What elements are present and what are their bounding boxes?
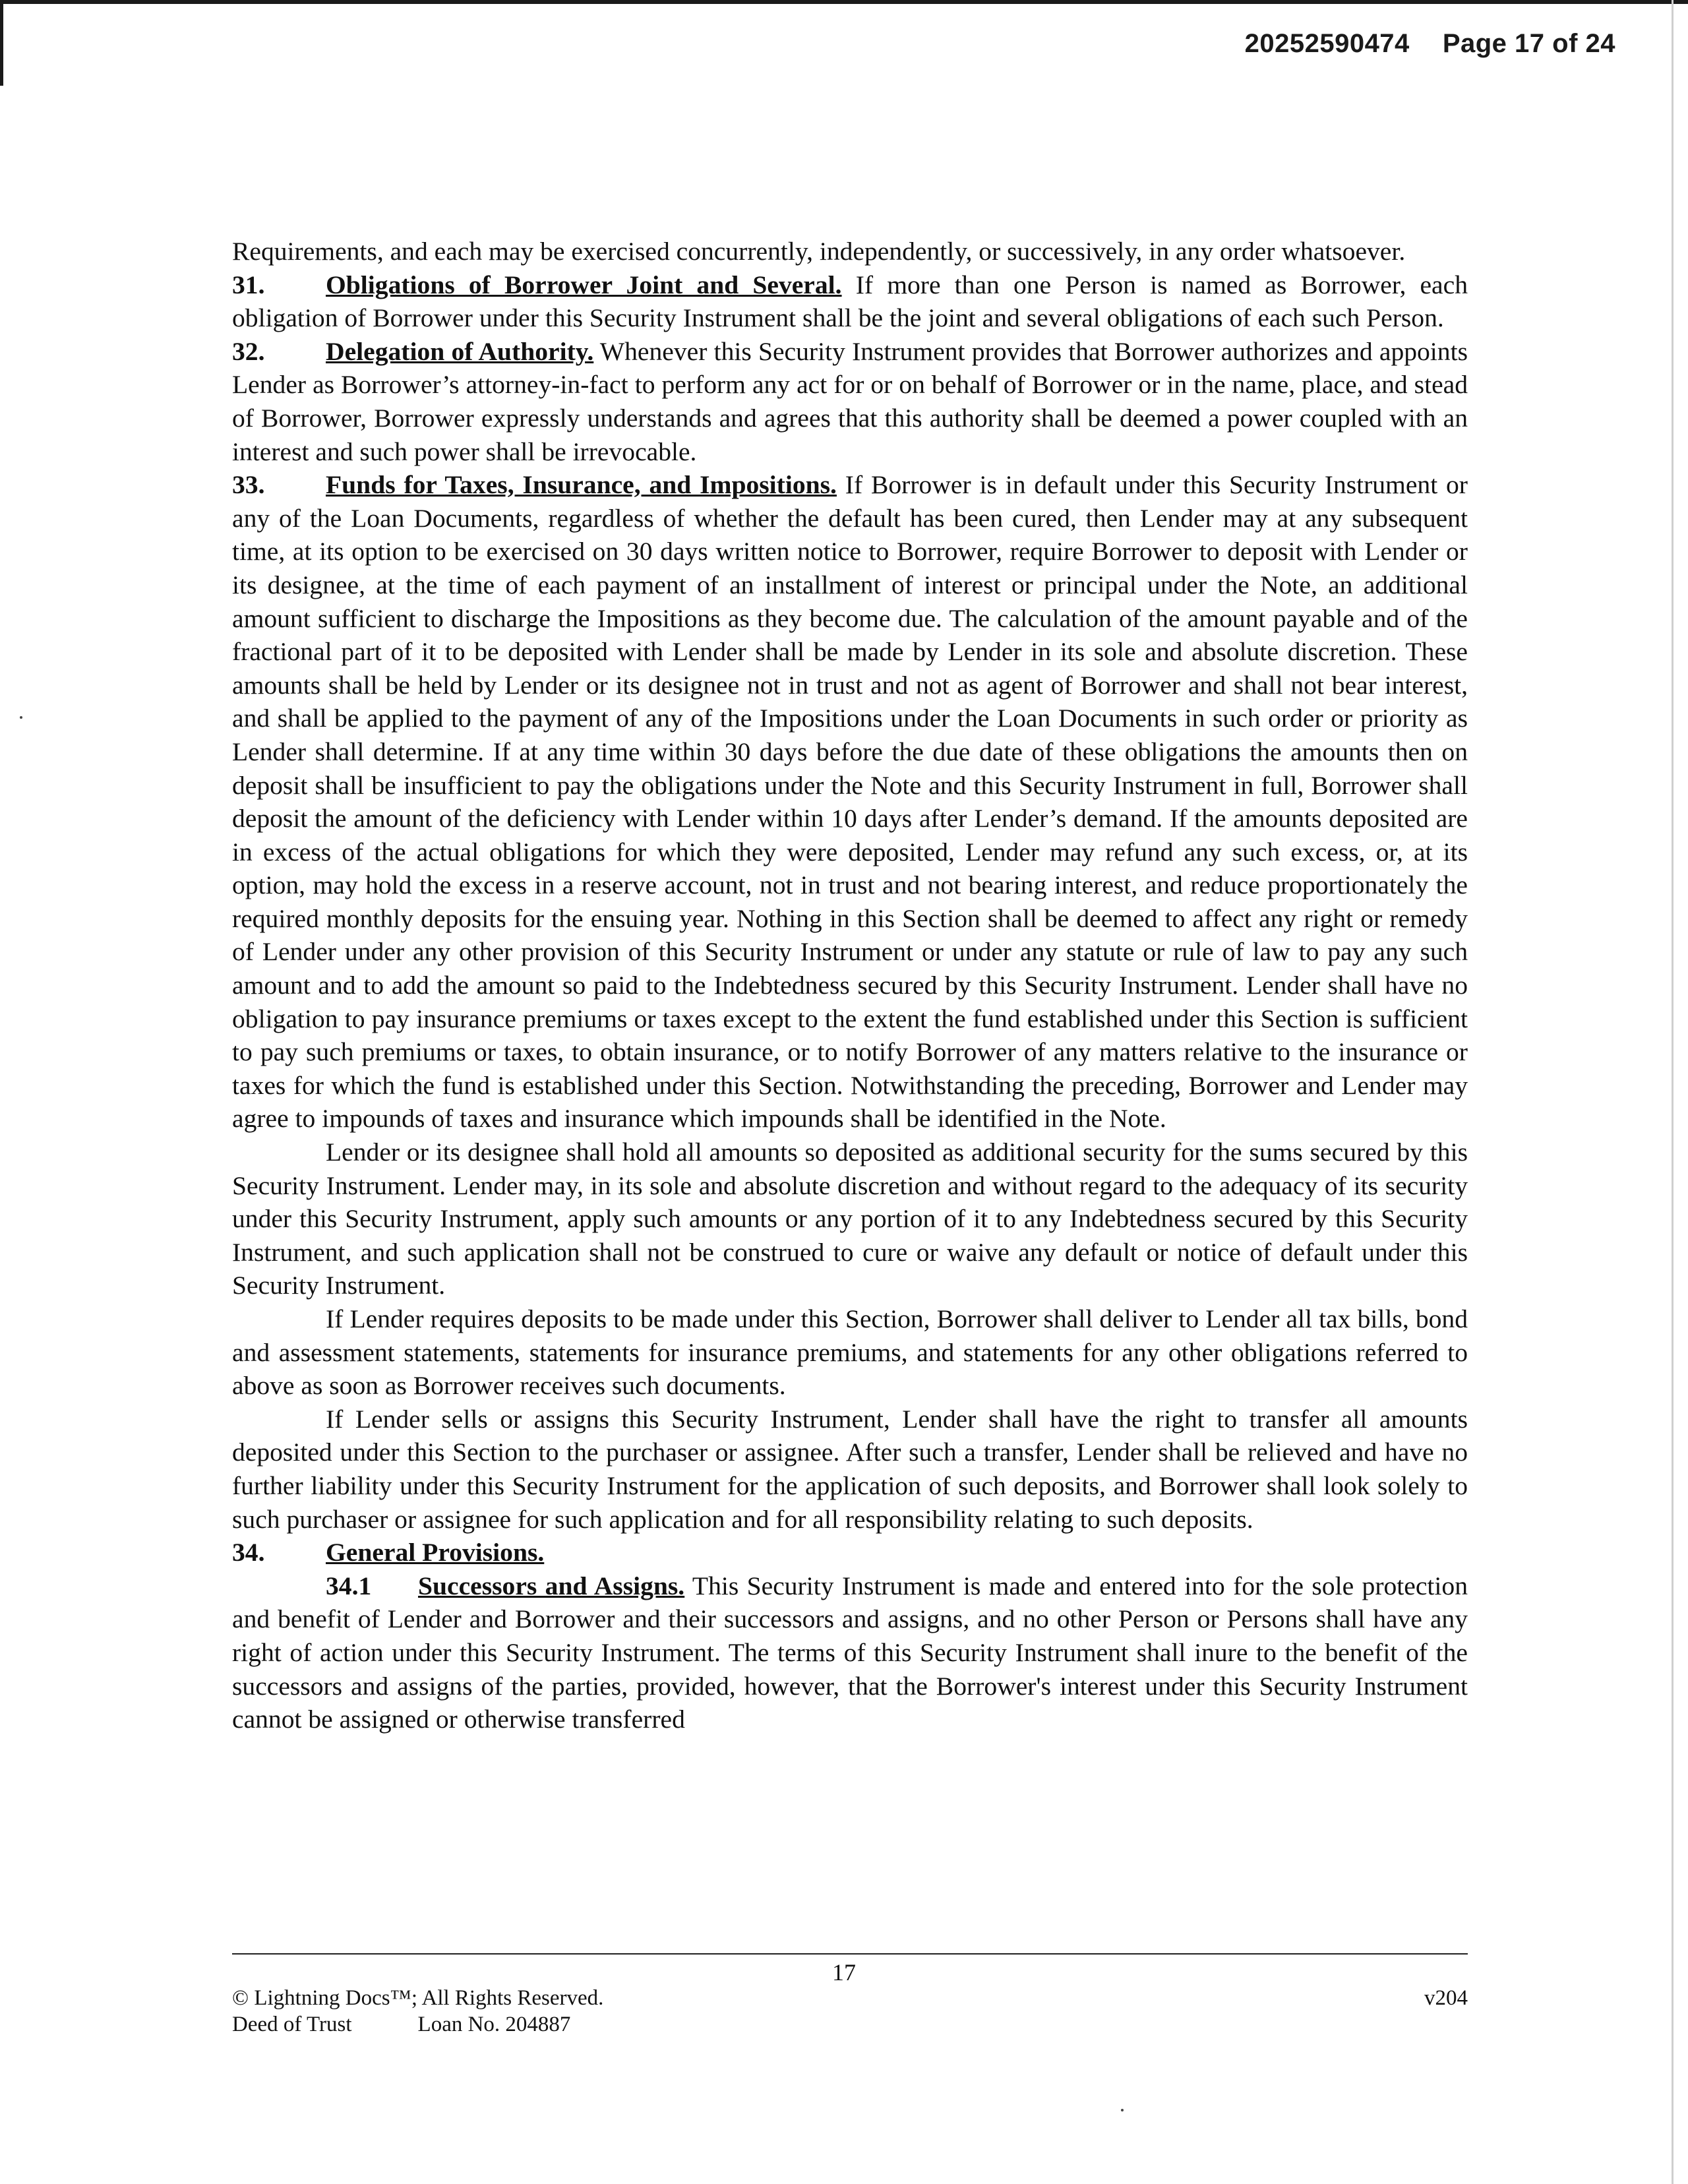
section-31 [232, 268, 1468, 335]
scan-speck [20, 716, 22, 719]
section-33-paragraph: If Lender sells or assigns this Security Instrument, Lender shall have the right to transfer all amounts deposited under this Section to the purchaser or assignee. After such a transfer, Lender shall be relieved and have no further liability under this Security Instrument for the application of such deposits, and Borrower shall look solely to such purchaser or assignee for such application and for all responsibility relating to such deposits. [232, 1404, 1468, 1534]
footer-loan-number: Loan No. 204887 [417, 2013, 571, 2036]
section-text: If more than one Person is named as Borrower, each obligation of Borrower under this Security Instrument shall be the joint and several obligations of each such Person. [232, 270, 1468, 333]
subsection-title: Successors and Assigns. [418, 1571, 685, 1600]
section-34 [232, 1536, 1468, 1569]
section-34-1 [232, 1569, 1468, 1736]
section-33-paragraph: Lender or its designee shall hold all amounts so deposited as additional security for the sums secured by this Security Instrument. Lender may, in its sole and absolute discretion and without regard to the adequacy of its security under this Security Instrument, apply such amounts or any portion of it to any Indebtedness secured by this Security Instrument, and such application shall not be construed to cure or waive any default or notice of default under this Security Instrument. [232, 1138, 1468, 1300]
recording-header [1245, 29, 1615, 59]
document-body [232, 235, 1468, 1736]
section-title: Obligations of Borrower Joint and Several. [326, 270, 842, 299]
footer-rule [232, 1953, 1468, 1955]
section-32 [232, 335, 1468, 468]
intro-continuation: Requirements, and each may be exercised concurrently, independently, or successively, in any order whatsoever. [232, 237, 1406, 266]
section-title: Delegation of Authority. [326, 336, 594, 366]
section-number: 31. [232, 270, 265, 299]
scan-speck [1121, 2109, 1124, 2111]
scan-border-right [1672, 0, 1673, 2184]
section-number: 32. [232, 336, 265, 366]
section-33-paragraph: If Lender requires deposits to be made under this Section, Borrower shall deliver to Lender all tax bills, bond and assessment statements, statements for insurance premiums, and statements for any other obligations referred to above as soon as Borrower receives such documents. [232, 1304, 1468, 1401]
section-text: If Borrower is in default under this Security Instrument or any of the Loan Documents, regardless of whether the default has been cured, then Lender may at any subsequent time, at its option to be exercised on 30 days written notice to Borrower, require Borrower to deposit with Lender or its designee, at the time of each payment of an installment of interest or principal under the Note, an additional amount sufficient to discharge the Impositions as they become due. The calculation of the amount payable and of the fractional part of it to be deposited with Lender shall be made by Lender in its sole and absolute discretion. These amounts shall be held by Lender or its designee not in trust and not as agent of Borrower and shall not bear interest, and shall be applied to the payment of any of the Impositions under the Loan Documents in such order or priority as Lender shall determine. If at any time within 30 days before the due date of these obligations the amounts then on deposit shall be insufficient to pay the obligations under the Note and this Security Instrument in full, Borrower shall deposit the amount of the deficiency with Lender within 10 days after Lender’s demand. If the amounts deposited are in excess of the actual obligations for which they were deposited, Lender may refund any such excess, or, at its option, may hold the excess in a reserve account, not in trust and not bearing interest, and reduce proportionately the required monthly deposits for the ensuing year. Nothing in this Section shall be deemed to affect any right or remedy of Lender under any other provision of this Security Instrument or under any statute or rule of law to pay any such amount and to add the amount so paid to the Indebtedness secured by this Security Instrument. Lender shall have no obligation to pay insurance premiums or taxes except to the extent the fund established under this Section is sufficient to pay such premiums or taxes, to obtain insurance, or to notify Borrower of any matters relative to the insurance or taxes for which the fund is established under this Section. Notwithstanding the preceding, Borrower and Lender may agree to impounds of taxes and insurance which impounds shall be identified in the Note. [232, 470, 1468, 1134]
footer-doc-info [232, 2013, 570, 2037]
footer-copyright: © Lightning Docs™; All Rights Reserved. [232, 1986, 604, 2010]
section-number: 34. [232, 1538, 265, 1567]
section-text: Whenever this Security Instrument provides that Borrower authorizes and appoints Lender as Borrower’s attorney-in-fact to perform any act for or on behalf of Borrower or in the name, place, and stead of Borrower, Borrower expressly understands and agrees that this authority shall be deemed a power coupled with an interest and such power shall be irrevocable. [232, 336, 1468, 466]
section-33 [232, 468, 1468, 1136]
recording-number: 20252590474 [1244, 29, 1410, 58]
page-number: 17 [832, 1959, 856, 1986]
section-number: 33. [232, 470, 265, 500]
scan-border-top [0, 0, 1688, 4]
subsection-text: This Security Instrument is made and entered into for the sole protection and benefit of Lender and Borrower and their successors and assigns, and no other Person or Persons shall have any right of action under this Security Instrument. The terms of this Security Instrument shall inure to the benefit of the successors and assigns of the parties, provided, however, that the Borrower's interest under this Security Instrument cannot be assigned or otherwise transferred [232, 1571, 1468, 1734]
footer-doc-type: Deed of Trust [232, 2013, 352, 2036]
subsection-number: 34.1 [326, 1571, 372, 1600]
page-label: Page 17 of 24 [1442, 29, 1615, 58]
section-title: General Provisions. [326, 1538, 545, 1567]
scan-border-left [0, 0, 3, 86]
footer-version: v204 [1424, 1986, 1468, 2010]
section-title: Funds for Taxes, Insurance, and Impositions. [326, 470, 837, 500]
